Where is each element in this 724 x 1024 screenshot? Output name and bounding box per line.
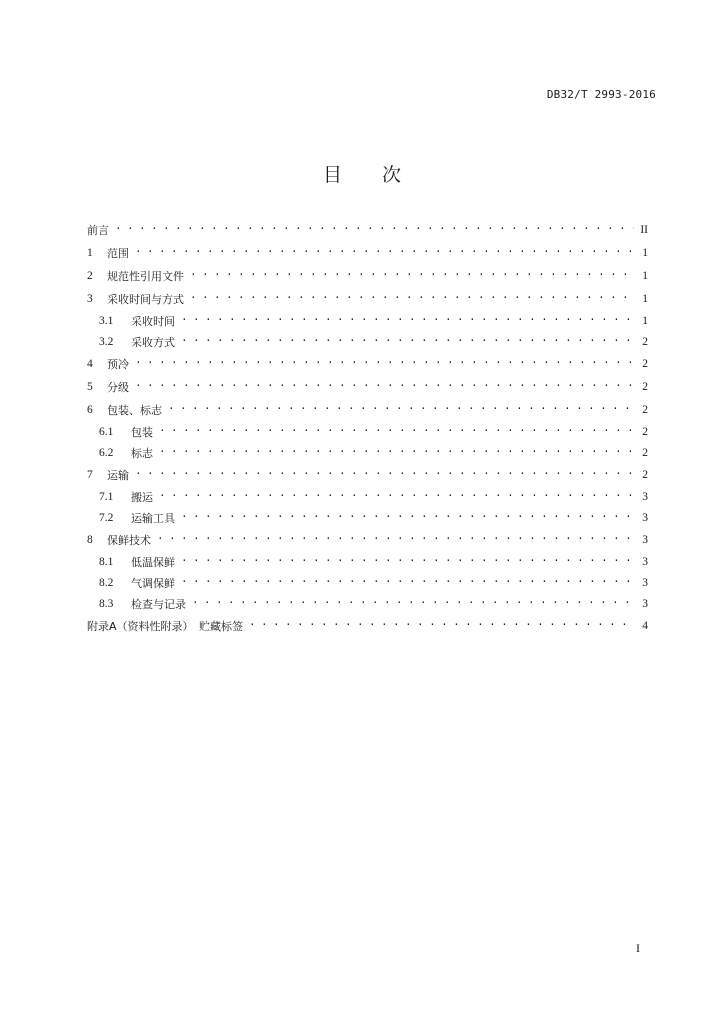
toc-leader-dots: [181, 512, 634, 524]
toc-entry-number: 8.3: [99, 597, 114, 610]
toc-entry-number: 6.2: [99, 446, 114, 459]
toc-entry-label: 范围: [107, 246, 129, 260]
toc-entry[interactable]: [87, 614, 648, 637]
toc-leader-dots: [190, 270, 634, 282]
toc-entry-page: 3: [642, 511, 648, 524]
toc-entry[interactable]: [87, 593, 648, 614]
toc-entry[interactable]: [87, 241, 648, 264]
toc-leader-dots: [181, 577, 634, 589]
toc-entry[interactable]: [87, 352, 648, 375]
page-number: I: [636, 941, 640, 955]
toc-entry-number: 7.1: [99, 490, 114, 503]
toc-leader-dots: [135, 381, 634, 393]
toc-leader-dots: [115, 224, 634, 236]
toc-leader-dots: [157, 534, 634, 546]
toc-entry[interactable]: [87, 528, 648, 551]
toc-entry-number: 4: [87, 357, 93, 370]
toc-entry-label: 采收时间: [131, 314, 175, 328]
toc-entry-label: 运输: [107, 468, 129, 482]
toc-leader-dots: [159, 447, 634, 459]
toc-entry-label: 规范性引用文件: [107, 269, 184, 283]
toc-entry-number: 8.2: [99, 576, 114, 589]
toc-leader-dots: [249, 620, 634, 632]
toc-entry-number: 6: [87, 403, 93, 416]
toc-entry[interactable]: [87, 264, 648, 287]
toc-entry-label: 前言: [87, 223, 109, 237]
toc-entry-label: 附录A（资料性附录） 贮藏标签: [87, 619, 244, 633]
toc-entry-number: 6.1: [99, 425, 114, 438]
toc-entry-number: 7.2: [99, 511, 114, 524]
toc-leader-dots: [135, 358, 634, 370]
toc-entry-number: 3.2: [99, 335, 114, 348]
toc-entry-page: 1: [642, 246, 648, 259]
toc-entry-page: 1: [642, 314, 648, 327]
toc-entry-label: 包装、标志: [107, 403, 162, 417]
toc-entry-number: 1: [87, 246, 93, 259]
toc-entry-page: 2: [642, 380, 648, 393]
toc-entry-number: 8.1: [99, 555, 114, 568]
toc-entry[interactable]: [87, 507, 648, 528]
toc-entry[interactable]: [87, 486, 648, 507]
toc-entry-label: 包装: [131, 425, 153, 439]
toc-entry-page: 3: [642, 533, 648, 546]
toc-entry-label: 分级: [107, 380, 129, 394]
toc-entry-page: 2: [642, 335, 648, 348]
toc-leader-dots: [159, 491, 634, 503]
toc-entry[interactable]: [87, 398, 648, 421]
toc-entry-page: 2: [642, 446, 648, 459]
toc-entry-number: 8: [87, 533, 93, 546]
toc-entry-label: 搬运: [131, 490, 153, 504]
toc-entry-page: 2: [642, 425, 648, 438]
toc-entry[interactable]: [87, 442, 648, 463]
toc-entry-label: 气调保鲜: [131, 576, 175, 590]
toc-entry-label: 预冷: [107, 357, 129, 371]
toc-leader-dots: [168, 404, 634, 416]
toc-title-char-1: 目: [322, 164, 342, 186]
toc-entry[interactable]: [87, 572, 648, 593]
toc-entry-page: 2: [642, 403, 648, 416]
document-code: DB32/T 2993-2016: [546, 88, 656, 101]
toc-leader-dots: [190, 293, 634, 305]
toc-entry-label: 采收方式: [131, 335, 175, 349]
toc-entry-page: 1: [642, 269, 648, 282]
toc-entry-number: 3: [87, 292, 93, 305]
toc-entry-page: 2: [642, 468, 648, 481]
toc-entry-page: 3: [642, 555, 648, 568]
table-of-contents: [87, 218, 648, 637]
toc-entry-label: 运输工具: [131, 511, 175, 525]
toc-entry-page: 2: [642, 357, 648, 370]
toc-leader-dots: [135, 469, 634, 481]
toc-entry-page: 3: [642, 597, 648, 610]
toc-entry-page: 3: [642, 576, 648, 589]
toc-entry[interactable]: [87, 421, 648, 442]
toc-entry[interactable]: [87, 375, 648, 398]
toc-title-char-2: 次: [382, 164, 402, 186]
toc-entry-label: 采收时间与方式: [107, 292, 184, 306]
toc-leader-dots: [181, 336, 634, 348]
toc-entry-number: 7: [87, 468, 93, 481]
toc-entry[interactable]: [87, 331, 648, 352]
toc-entry[interactable]: [87, 463, 648, 486]
toc-leader-dots: [192, 598, 634, 610]
toc-entry-number: 3.1: [99, 314, 114, 327]
toc-leader-dots: [159, 426, 634, 438]
toc-entry-label: 标志: [131, 446, 153, 460]
toc-entry-label: 检查与记录: [131, 597, 186, 611]
toc-leader-dots: [181, 315, 634, 327]
toc-entry-label: 保鲜技术: [107, 533, 151, 547]
toc-entry-page: 3: [642, 490, 648, 503]
toc-entry-page: II: [640, 223, 648, 236]
toc-entry-label: 低温保鲜: [131, 555, 175, 569]
toc-entry[interactable]: [87, 310, 648, 331]
toc-title: [0, 160, 724, 187]
toc-entry-page: 4: [642, 619, 648, 632]
toc-entry-number: 5: [87, 380, 93, 393]
toc-entry-number: 2: [87, 269, 93, 282]
toc-leader-dots: [181, 556, 634, 568]
toc-entry[interactable]: [87, 551, 648, 572]
toc-entry[interactable]: [87, 218, 648, 241]
toc-entry-page: 1: [642, 292, 648, 305]
toc-entry[interactable]: [87, 287, 648, 310]
toc-leader-dots: [135, 247, 634, 259]
